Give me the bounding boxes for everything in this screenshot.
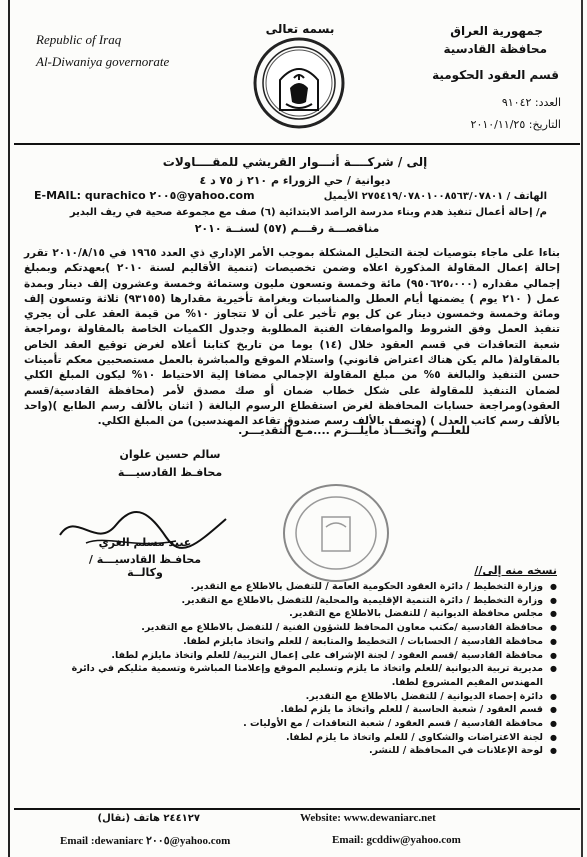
signature-1-title: محافـظ القادسيـــة <box>117 466 223 479</box>
footer-email-right: Email: gcddiw@yahoo.com <box>332 834 461 846</box>
right-border <box>581 0 583 857</box>
footer-phone: ٢٤٤١٢٧ هاتف (نقال) <box>97 813 200 824</box>
copies-list-item: ● دائرة إحصاء الديوانية / للتفضل بالاطلاع مع التقدير. <box>27 690 557 704</box>
signature-2-title: محافـظ القادسيـــة / وكالــة <box>88 553 202 579</box>
header-en-line1: Republic of Iraq <box>36 32 122 47</box>
copies-list-item: ● محافظة القادسية /مكتب معاون المحافظ للشؤون الفنية / للتفضل بالاطلاع مع التقدير. <box>27 621 557 635</box>
governorate-logo <box>244 28 354 138</box>
recipient-email: E-MAIL: qurachico ٢٠٠٥@yahoo.com <box>34 189 255 202</box>
copies-list-item: ● وزارة التخطيط / دائرة التنمية الإقليمية والمحلية/ للتفضل بالاطلاع مع التقدير. <box>27 594 557 608</box>
left-border <box>8 0 10 857</box>
copies-list-item: ● مجلس محافظة الديوانية / للتفضل بالاطلاع مع التقدير. <box>27 607 557 621</box>
official-stamp <box>276 479 396 587</box>
copies-list-item: ● قسم العقود / شعبة الحاسبة / للعلم واتخاذ ما يلزم لطفا. <box>27 703 557 717</box>
signature-2-name: عبيد مسلم الغزي <box>98 536 192 549</box>
header-ar-line3: قسم العقود الحكومية <box>432 68 559 82</box>
copies-list-item: ● محافظة القادسية / قسم العقود / شعبة التعاقدات / مع الأوليات . <box>27 717 557 731</box>
doc-number-value: ٩١٠٤٢ <box>501 96 532 109</box>
recipient-address: ديوانية / حي الزوراء م ٢١٠ ز ٧٥ د ٤ <box>199 174 391 187</box>
doc-number <box>421 96 561 109</box>
doc-date-value: ٢٠١٠/١١/٢٥ <box>470 118 526 131</box>
footer-email-left: Email :dewaniarc ٢٠٠٥@yahoo.com <box>60 835 231 847</box>
signature-1-name: سالم حسين علوان <box>119 448 221 461</box>
recipient-line: إلى / شركــــة أنـــوار القريشي للمقــــاولات <box>162 155 428 169</box>
copies-list-item: ● محافظة القادسية / الحسابات / التخطيط والمتابعة / للعلم واتخاذ مايلزم لطفا. <box>27 635 557 649</box>
header-divider <box>14 143 580 145</box>
doc-date <box>421 118 561 131</box>
basmala: بسمه تعالى <box>265 22 335 36</box>
copies-heading: نسخه منه إلى// <box>474 564 557 577</box>
logo-emblem-icon <box>244 28 354 138</box>
copies-list <box>27 580 557 758</box>
footer-website: Website: www.dewaniarc.net <box>300 812 436 824</box>
header-en-line2: Al-Diwaniya governorate <box>36 54 170 69</box>
header-ar-line2: محافظة القادسية <box>443 42 547 56</box>
recipient-phone: الهاتف / ٢٧٥٤١٩/٠٧٨٠١٠٠٨٥٦٣/٠٧٨٠١ الأيميل <box>323 191 547 202</box>
doc-number-label: العدد: <box>534 96 561 109</box>
subject-line: م/ إحالة أعمال تنفيذ هدم وبناء مدرسة الراصد الابتدائية (٦) صف مع مجموعة صحية في ريف البدير <box>69 207 547 218</box>
copies-list-item: ● وزارة التخطيط / دائرة العقود الحكومية العامة / للتفضل بالاطلاع مع التقدير. <box>27 580 557 594</box>
stamp-seal-icon <box>276 479 396 587</box>
copies-list-item: ● لوحة الإعلانات في المحافظة / للنشر. <box>27 744 557 758</box>
doc-date-label: التاريخ: <box>528 118 561 131</box>
copies-list-item: ● محافظة القادسية /قسم العقود / لجنة الإشراف على إعمال التربية/ للعلم واتخاذ مايلزم لطفا. <box>27 649 557 663</box>
header-ar-line1: جمهورية العراق <box>450 24 543 38</box>
tender-number: مناقصـــة رقـــم (٥٧) لسنــة ٢٠١٠ <box>194 222 380 235</box>
footer-divider <box>14 808 580 810</box>
closing-line: للعلـــم واتخـــاذ مايلـــزم ....مـع التقديـــر. <box>238 424 470 437</box>
copies-list-item: ● لجنة الاعتراضات والشكاوى / للعلم واتخاذ ما يلزم لطفا. <box>27 731 557 745</box>
copies-list-item: ● مديرية تربية الديوانية /للعلم واتخاذ ما يلزم وتسليم الموقع وإعلامنا المباشرة وتسمية مثليكم في دائرة المهندس المقيم المشروع لطفا. <box>27 662 557 689</box>
body-paragraph: بناءا على ماجاء بتوصيات لجنة التحليل المشكلة بموجب الأمر الإداري ذي العدد ١٩٦٥ في ٢٠١٠/٨/١٥ تقرر إحالة إعمال المقاولة المذكورة اعلاه وضمن تخصيصات (تنمية الأقاليم لسنة ٢٠١٠ )بعهدتكم وبمبلغ إجمالي مقداره (٩٥٠٦٢٥،٠٠٠) مائة وخمسة وتسعون مليون وستمائة وخمسة وعشرون إلف دينار وبمدة عمل ( ٢١٠ يوم ) يضمنها أيام العطل والمناسبات وبغرامة تأخيرية مقدارها (٩٣١٥٥) ثلاثة وتسعون إلف ومائة وخمسة وخمسون دينار عن كل يوم تأخير على أن لا تتجاوز ١٠% من قيمة العقد على أن يجري تنفيذ العمل وفق الشروط والمواصفات الفنية المطلوبة وجدول الكميات الخاصة بالمقاولة ،ومراجعة شعبة التعاقدات في قسم العقود خلال (١٤) يوما من تاريخ كتابنا أعلاه لغرض توقيع العقد الخاص بالمقاولة( مالم يكن هناك اعتراض قانوني) واستلام الموقع والمباشرة بالعمل مستصحبين معكم تأمينات حسن التنفيذ والبالغة ٥% من مبلغ المقاولة الإجمالي مضافا إلية الاحتياط ١٠% ليكون المبلغ الكلي لضمان التنفيذ للمقاولة على شكل خطاب ضمان أو صك مصدق لأمر (محافظة القادسية/قسم العقود)ومراجعة حسابات المحافظة لغرض استقطاع الرسوم البالغة ( اثنان بالألف رسم الطابع )(واحد بالألف رسم كاتب العدل ) (ونصف بالألف رسم صندوق تقاعد المهندسين) من المبلغ الكلي. <box>24 247 561 428</box>
